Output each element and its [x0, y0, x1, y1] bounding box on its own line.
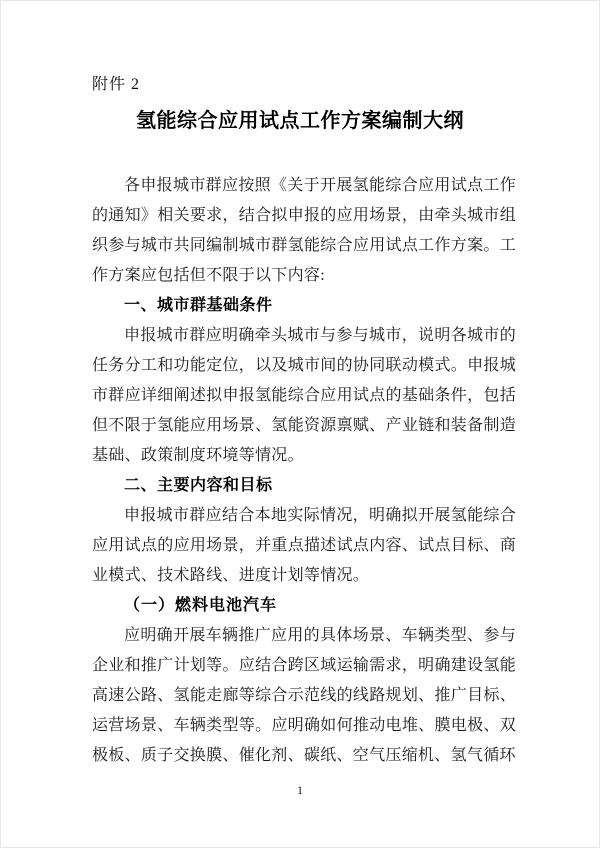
page-number: 1 [297, 783, 303, 797]
section-2-heading: 二、主要内容和目标 [124, 477, 273, 494]
section-2-paragraph: 申报城市群应结合本地实际情况，明确拟开展氢能综合应用试点的应用场景，并重点描述试点内容、试点目标、商业模式、技术路线、进度计划等情况。 [92, 507, 516, 584]
section-1-heading: 一、城市群基础条件 [124, 297, 273, 314]
intro-paragraph: 各申报城市群应按照《关于开展氢能综合应用试点工作的通知》相关要求，结合拟申报的应用场景，由牵头城市组织参与城市共同编制城市群氢能综合应用试点工作方案。工作方案应包括但不限于以下内容: [92, 177, 516, 284]
document-body [92, 171, 516, 771]
attachment-label: 附件 2 [92, 76, 141, 93]
subsection-1-paragraph: 应明确开展车辆推广应用的具体场景、车辆类型、参与企业和推广计划等。应结合跨区域运输需求，明确建设氢能高速公路、氢能走廊等综合示范线的线路规划、推广目标、运营场景、车辆类型等。应明确如何推动电堆、膜电极、双极板、质子交换膜、催化剂、碳纸、空气压缩机、氢气循环 [92, 627, 516, 764]
section-1-paragraph: 申报城市群应明确牵头城市与参与城市，说明各城市的任务分工和功能定位，以及城市间的协同联动模式。申报城市群应详细阐述拟申报氢能综合应用试点的基础条件，包括但不限于氢能应用场景、氢能资源禀赋、产业链和装备制造基础、政策制度环境等情况。 [92, 327, 516, 464]
subsection-1-heading: （一）燃料电池汽车 [124, 597, 278, 614]
document-title: 氢能综合应用试点工作方案编制大纲 [136, 110, 464, 132]
